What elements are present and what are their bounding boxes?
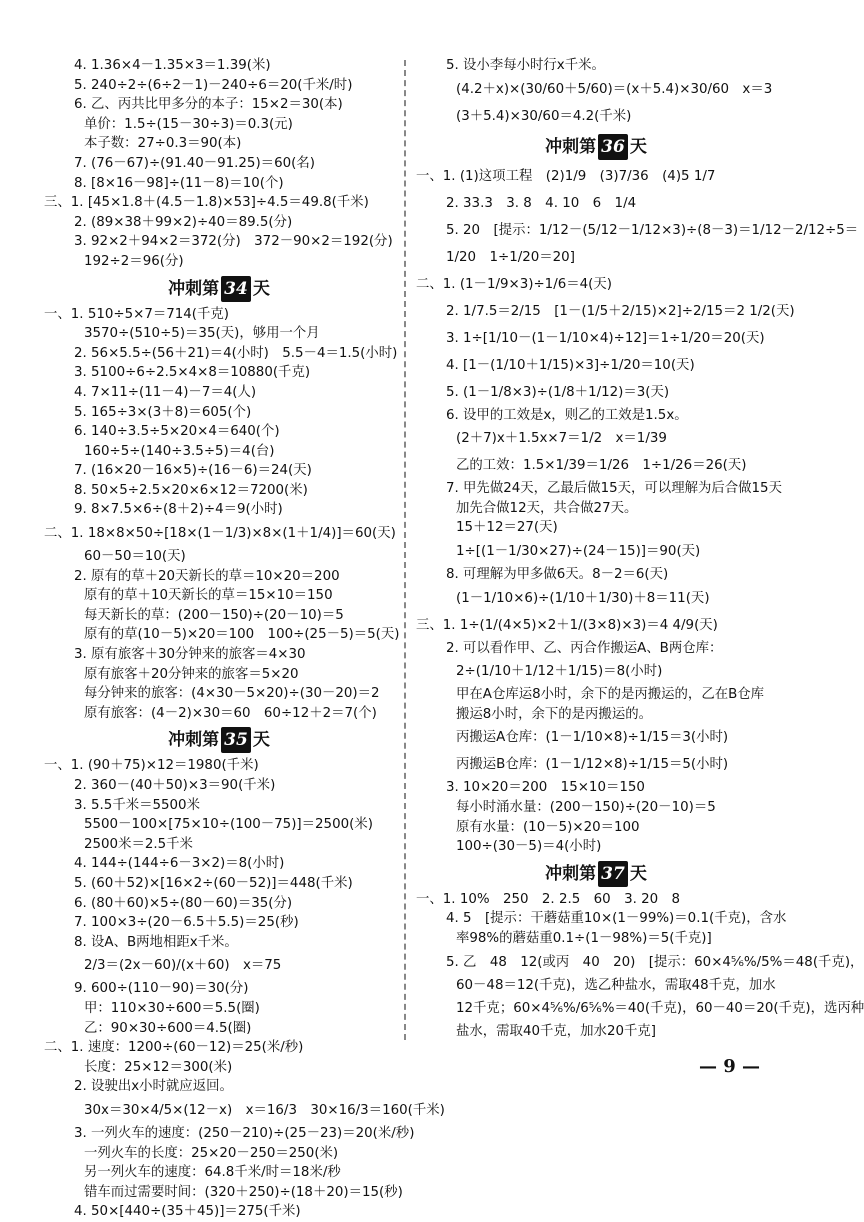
answer-line: 2. 360－(40＋50)×3＝90(千米) [74, 778, 276, 793]
answer-line: 率98%的蘑菇重0.1÷(1－98%)＝5(千克)] [456, 930, 712, 946]
answer-line: 2. 1/7.5＝2/15 [1－(1/5＋2/15)×2]÷2/15＝2 1/2(天) [446, 303, 795, 319]
heading-prefix: 冲刺第 [168, 730, 220, 751]
answer-line: 单价：1.5÷(15－30÷3)＝0.3(元) [84, 116, 293, 132]
answer-line: 6. 设甲的工效是x，则乙的工效是1.5x。 [446, 407, 688, 423]
answer-line: 另一列火车的速度：64.8千米/时＝18米/秒 [84, 1165, 341, 1181]
answer-line: 一、1. (90＋75)×12＝1980(千米) [44, 758, 259, 774]
answer-line: 4. 1.36×4－1.35×3＝1.39(米) [74, 58, 271, 73]
answer-line: 长度：25×12＝300(米) [84, 1059, 233, 1075]
answer-line: 乙：90×30÷600＝4.5(圈) [84, 1020, 252, 1036]
day-37-lines [416, 890, 864, 1042]
left-lines [44, 56, 394, 272]
answer-line: 6. (80＋60)×5÷(80－60)＝35(分) [74, 895, 293, 911]
answer-line: 4. 144÷(144÷6－3×2)＝8(小时) [74, 856, 285, 872]
answer-line: 三、1. 1÷(1/(4×5)×2＋1/(3×8)×3)＝4 4/9(天) [416, 617, 718, 633]
answer-line: 5. 设小李每小时行x千米。 [446, 58, 605, 73]
answer-line: 本子数：27÷0.3＝90(本) [84, 136, 242, 152]
answer-line: 4. 50×[440÷(35＋45)]＝275(千米) [74, 1204, 301, 1220]
heading-suffix: 天 [629, 863, 647, 884]
answer-line: 3. 5100÷6÷2.5×4×8＝10880(千克) [74, 365, 311, 381]
day-34-lines [44, 305, 400, 724]
heading-suffix: 天 [629, 136, 647, 157]
left-column [44, 56, 445, 1222]
page-number: — 9 — [698, 1056, 760, 1078]
answer-line: 60－50＝10(天) [84, 549, 186, 565]
answer-line: 丙搬运A仓库：(1－1/10×8)÷1/15＝3(小时) [456, 730, 729, 746]
section-heading-day-35 [44, 727, 394, 753]
answer-line: 2. 56×5.5÷(56＋21)＝4(小时) 5.5－4＝1.5(小时) [74, 345, 398, 361]
heading-suffix: 天 [252, 730, 270, 751]
column-divider [404, 60, 406, 1040]
answer-line: 2÷(1/10＋1/12＋1/15)＝8(小时) [456, 664, 663, 680]
answer-line: 盐水，需取40千克，加水20千克] [456, 1024, 656, 1040]
answer-line: 1÷[(1－1/30×27)÷(24－15)]＝90(天) [456, 543, 701, 559]
answer-line: 8. 50×5÷2.5×20×6×12＝7200(米) [74, 482, 308, 498]
answer-line: 4. 7×11÷(11－4)－7＝4(人) [74, 384, 257, 400]
answer-line: 192÷2＝96(分) [84, 253, 184, 269]
answer-line: 5. 165÷3×(3＋8)＝605(个) [74, 404, 252, 420]
answer-line: 一列火车的长度：25×20－250＝250(米) [84, 1145, 339, 1161]
answer-line: 原有的草＋10天新长的草＝15×10＝150 [84, 588, 333, 604]
answer-line: 5. 乙 48 12(或丙 40 20) [提示：60×4⅚%/5%＝48(千克)， [446, 954, 864, 970]
answer-line: 100÷(30－5)＝4(小时) [456, 839, 602, 855]
answer-line: 丙搬运B仓库：(1－1/12×8)÷1/15＝5(小时) [456, 757, 729, 773]
answer-line: 3. 5.5千米＝5500米 [74, 797, 200, 813]
day-number-badge: 37 [598, 861, 628, 887]
answer-line: 三、1. [45×1.8＋(4.5－1.8)×53]÷4.5＝49.8(千米) [44, 195, 369, 211]
answer-line: (4.2＋x)×(30/60＋5/60)＝(x＋5.4)×30/60 x＝3 [456, 81, 773, 97]
answer-line: 7. (16×20－16×5)÷(16－6)＝24(天) [74, 463, 312, 479]
answer-line: 5500－100×[75×10÷(100－75)]＝2500(米) [84, 817, 373, 833]
day-35-lines [44, 756, 445, 1221]
answer-line: 1/20 1÷1/20＝20] [446, 249, 575, 265]
answer-line: 5. 240÷2÷(6÷2－1)－240÷6＝20(千米/时) [74, 77, 353, 93]
answer-line: 错车而过需要时间：(320＋250)÷(18＋20)＝15(秒) [84, 1184, 403, 1200]
answer-line: 一、1. 10% 250 2. 2.5 60 3. 20 8 [416, 891, 681, 907]
answer-line: 2. 原有的草＋20天新长的草＝10×20＝200 [74, 568, 340, 584]
answer-line: 甲在A仓库运8小时，余下的是丙搬运的，乙在B仓库 [456, 687, 765, 703]
answer-line: 8. 设A、B两地相距x千米。 [74, 934, 238, 950]
answer-line: 7. 甲先做24天，乙最后做15天，可以理解为后合做15天 [446, 481, 782, 497]
answer-line: 甲：110×30÷600＝5.5(圈) [84, 1000, 260, 1016]
answer-line: 2500米＝2.5千米 [84, 836, 193, 852]
day-36-lines [416, 163, 859, 857]
heading-prefix: 冲刺第 [168, 278, 220, 299]
heading-prefix: 冲刺第 [545, 136, 597, 157]
answer-line: 二、1. 速度：1200÷(60－12)＝25(米/秒) [44, 1040, 304, 1056]
answer-line: 一、1. 510÷5×7＝714(千克) [44, 306, 230, 322]
answer-line: (1－1/10×6)÷(1/10＋1/30)＋8＝11(天) [456, 590, 710, 606]
answer-line: 一、1. (1)这项工程 (2)1/9 (3)7/36 (4)5 1/7 [416, 168, 716, 184]
answer-line: 5. (1－1/8×3)÷(1/8＋1/12)＝3(天) [446, 384, 670, 400]
answer-line: 6. 乙、丙共比甲多分的本子：15×2＝30(本) [74, 97, 343, 113]
answer-line: 原有旅客＋20分钟来的旅客＝5×20 [84, 666, 299, 682]
answer-line: 7. (76－67)÷(91.40－91.25)＝60(名) [74, 155, 315, 171]
answer-line: 15＋12＝27(天) [456, 520, 558, 536]
answer-line: 2. 可以看作甲、乙、丙合作搬运A、B两仓库： [446, 640, 723, 656]
day-number-badge: 34 [221, 276, 251, 302]
answer-line: 2. 33.3 3. 8 4. 10 6 1/4 [446, 195, 637, 211]
answer-line: 2/3＝(2x－60)/(x＋60) x＝75 [84, 958, 282, 974]
day-number-badge: 35 [221, 727, 251, 753]
answer-line: 原有旅客：(4－2)×30＝60 60÷12＋2＝7(个) [84, 705, 377, 721]
answer-line: 每分钟来的旅客：(4×30－5×20)÷(30－20)＝2 [84, 686, 380, 702]
answer-line: 3. 一列火车的速度：(250－210)÷(25－23)＝20(米/秒) [74, 1125, 415, 1141]
answer-line: 3. 原有旅客＋30分钟来的旅客＝4×30 [74, 647, 306, 663]
answer-line: 160÷5÷(140÷3.5÷5)＝4(台) [84, 443, 275, 459]
answer-line: 7. 100×3÷(20－6.5＋5.5)＝25(秒) [74, 915, 299, 931]
answer-line: (2＋7)x＋1.5x×7＝1/2 x＝1/39 [456, 431, 667, 447]
answer-line: 每小时涌水量：(200－150)÷(20－10)＝5 [456, 799, 716, 815]
answer-line: 5. (60＋52)×[16×2÷(60－52)]＝448(千米) [74, 875, 353, 891]
answer-line: 原有的草(10－5)×20＝100 100÷(25－5)＝5(天) [84, 627, 400, 643]
answer-line: 每天新长的草：(200－150)÷(20－10)＝5 [84, 607, 344, 623]
right-column [416, 56, 864, 1042]
answer-line: 乙的工效：1.5×1/39＝1/26 1÷1/26＝26(天) [456, 458, 747, 474]
answer-line: 9. 600÷(110－90)＝30(分) [74, 981, 249, 997]
answer-line: 5. 20 [提示：1/12－(5/12－1/12×3)÷(8－3)＝1/12－2/12÷5＝ [446, 222, 859, 238]
answer-line: 60－48＝12(千克)，选乙种盐水，需取48千克，加水 [456, 977, 776, 993]
answer-line: 9. 8×7.5×6÷(8＋2)÷4＝9(小时) [74, 502, 283, 518]
right-lines [416, 56, 776, 130]
answer-line: 加先合做12天，共合做27天。 [456, 500, 638, 516]
answer-line: 6. 140÷3.5÷5×20×4＝640(个) [74, 424, 280, 440]
answer-line: 二、1. (1－1/9×3)÷1/6＝4(天) [416, 276, 612, 292]
section-heading-day-37 [416, 861, 776, 887]
answer-line: 8. 可理解为甲多做6天。8－2＝6(天) [446, 566, 669, 582]
answer-line: 搬运8小时，余下的是丙搬运的。 [456, 706, 652, 722]
heading-suffix: 天 [252, 278, 270, 299]
section-heading-day-36 [416, 134, 776, 160]
answer-line: 3570÷(510÷5)＝35(天)，够用一个月 [84, 326, 320, 342]
answer-line: 12千克；60×4⅚%/6⅚%＝40(千克)，60－40＝20(千克)，选丙种 [456, 1001, 864, 1017]
answer-line: 30x＝30×4/5×(12－x) x＝16/3 30×16/3＝160(千米) [84, 1102, 445, 1118]
section-heading-day-34 [44, 276, 394, 302]
answer-line: 8. [8×16－98]÷(11－8)＝10(个) [74, 175, 284, 191]
answer-line: 原有水量：(10－5)×20＝100 [456, 819, 640, 835]
answer-line: 3. 1÷[1/10－(1－1/10×4)÷12]＝1÷1/20＝20(天) [446, 330, 765, 346]
answer-line: 3. 92×2＋94×2＝372(分) 372－90×2＝192(分) [74, 234, 393, 250]
answer-line: 3. 10×20＝200 15×10＝150 [446, 780, 645, 796]
answer-line: 4. [1－(1/10＋1/15)×3]÷1/20＝10(天) [446, 357, 695, 373]
answer-line: 2. (89×38＋99×2)÷40＝89.5(分) [74, 214, 293, 230]
answer-line: 2. 设驶出x小时就应返回。 [74, 1079, 233, 1095]
answer-line: 二、1. 18×8×50÷[18×(1－1/3)×8×(1＋1/4)]＝60(天) [44, 526, 396, 542]
answer-line: (3＋5.4)×30/60＝4.2(千米) [456, 108, 632, 124]
day-number-badge: 36 [598, 134, 628, 160]
answer-line: 4. 5 [提示：干蘑菇重10×(1－99%)＝0.1(千克)，含水 [446, 911, 787, 927]
heading-prefix: 冲刺第 [545, 863, 597, 884]
